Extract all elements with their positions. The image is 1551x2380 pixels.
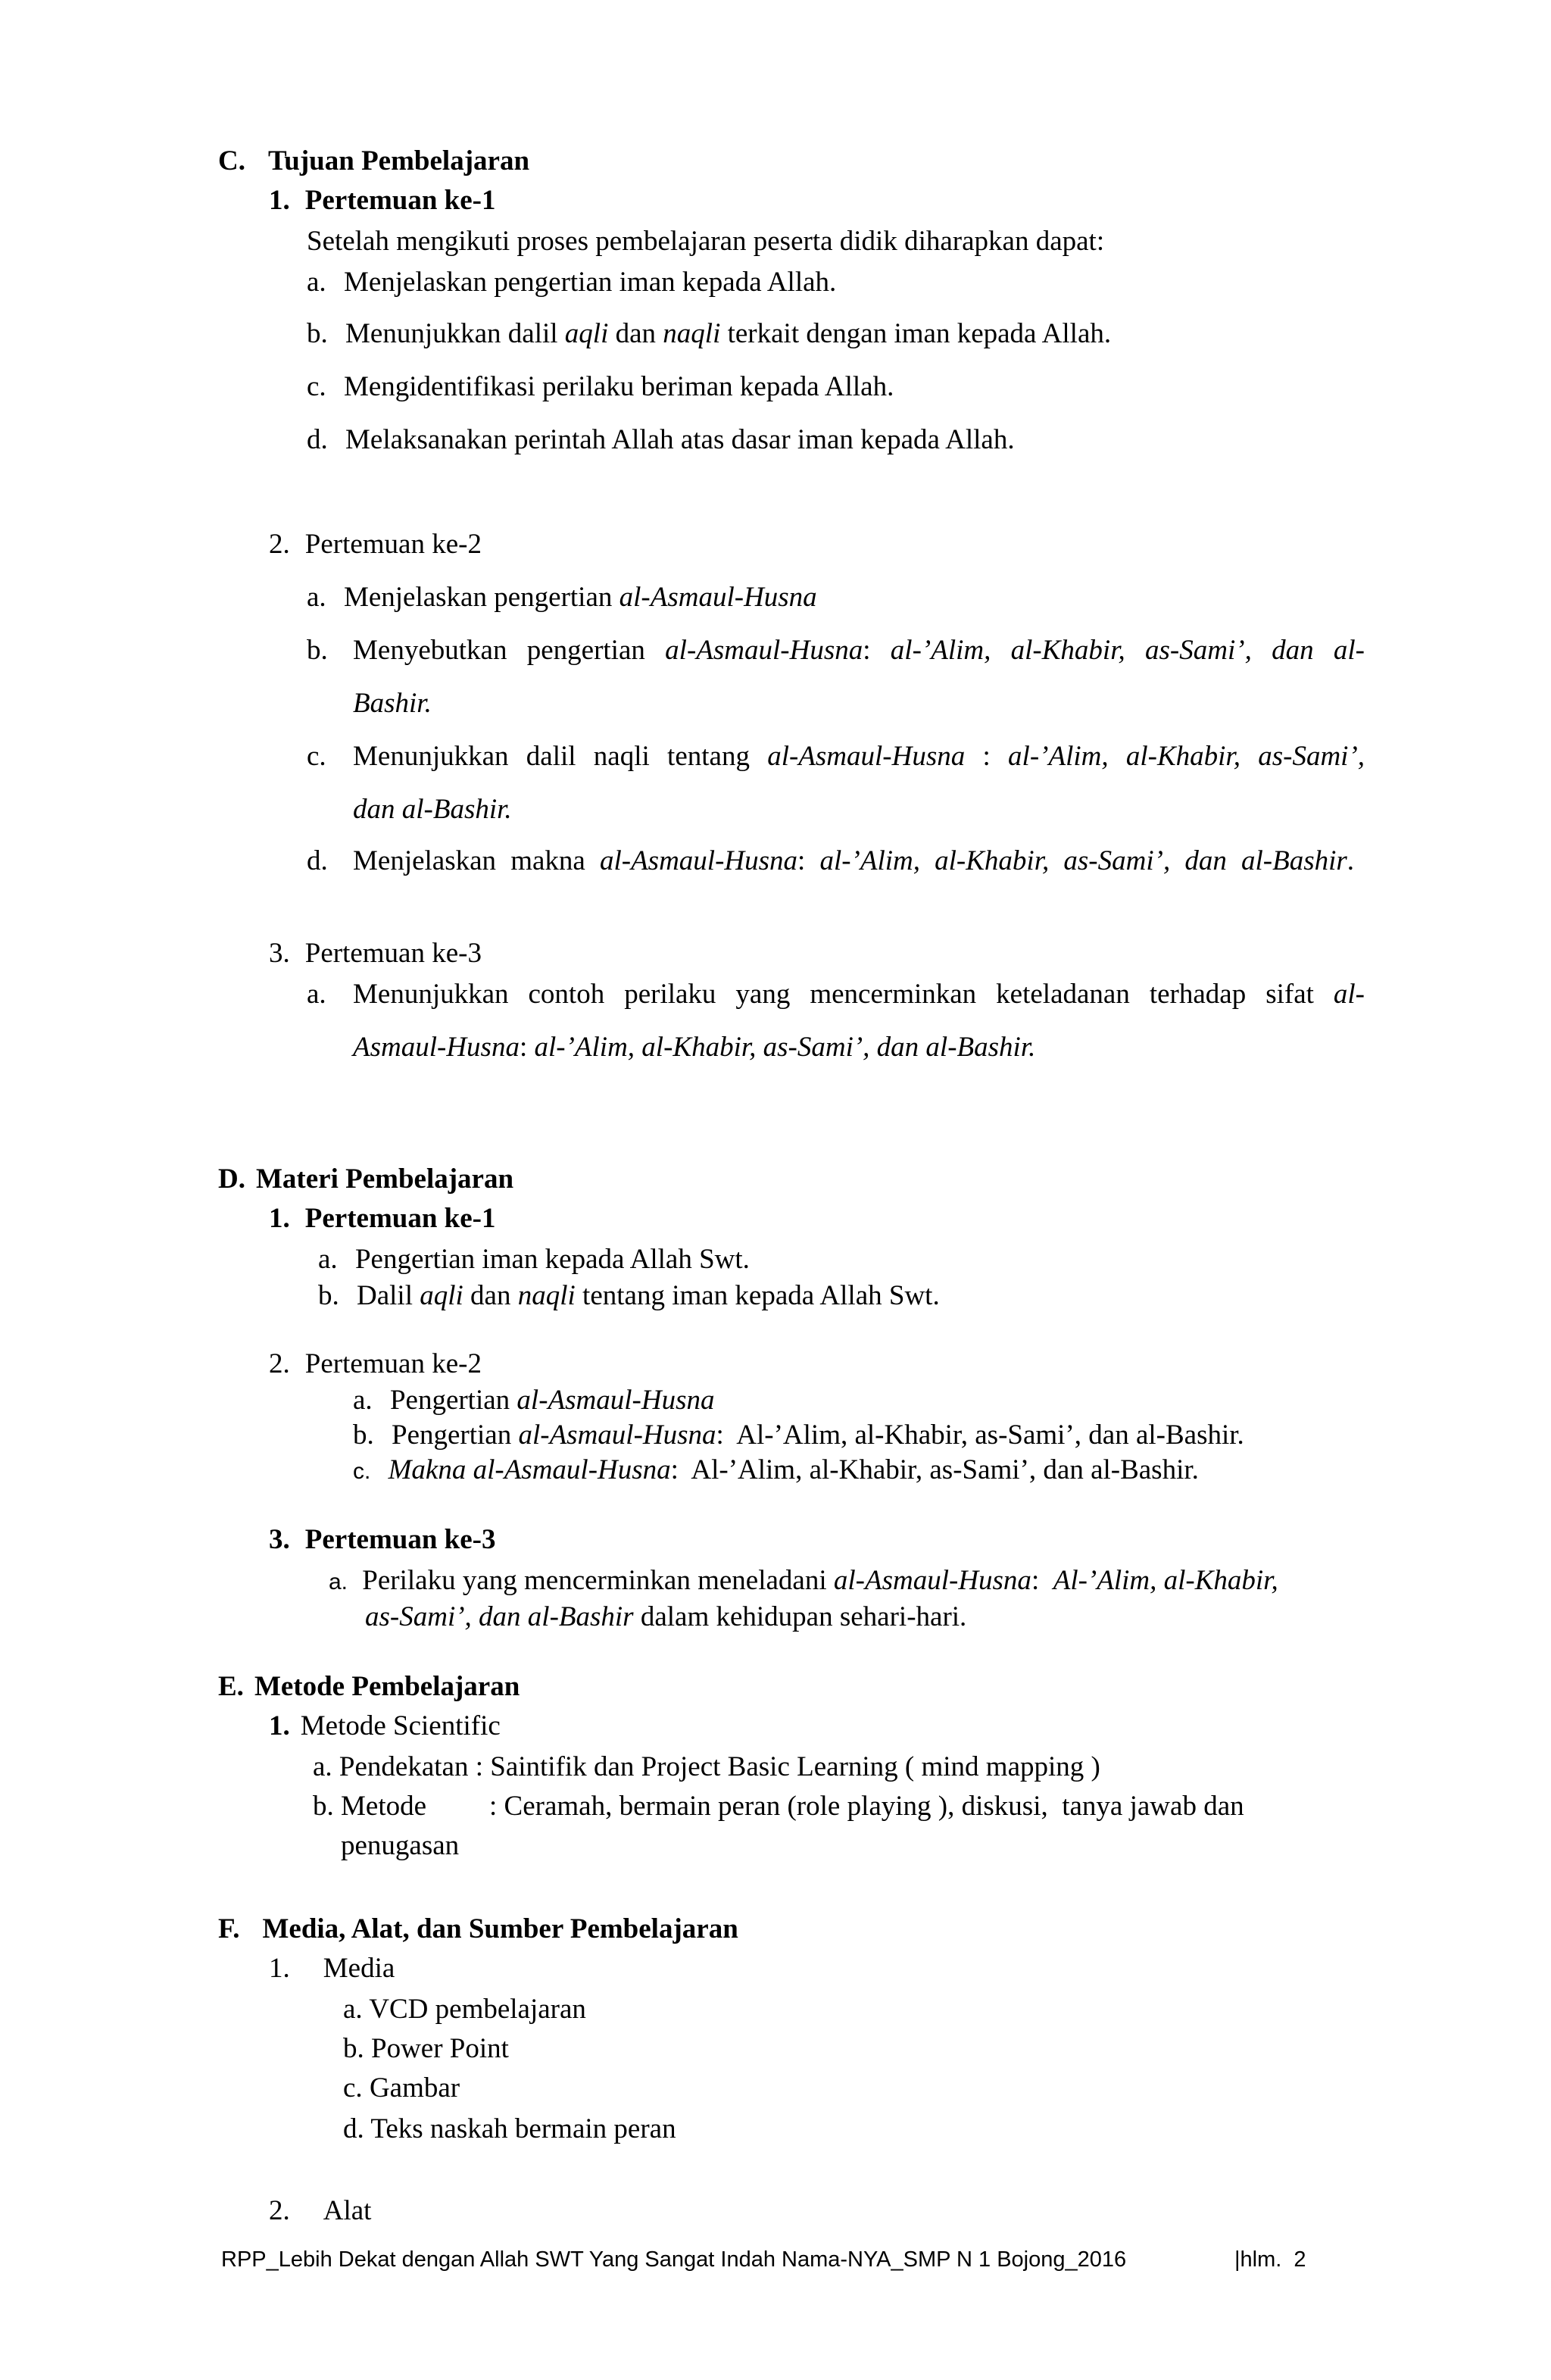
section-d-title: Materi Pembelajaran <box>255 1163 514 1195</box>
e-m1-num: 1. <box>269 1710 290 1741</box>
d-m2-b-letter: b. <box>353 1420 374 1451</box>
f-meeting-1-heading <box>269 1951 395 1986</box>
f-m1-b-text: Power Point <box>371 2033 509 2064</box>
section-f-heading <box>218 1912 738 1947</box>
c-m1-b-text: Menunjukkan dalil aqli dan naqli terkait dengan iman kepada Allah. <box>345 318 1112 349</box>
section-e-letter: E. <box>218 1671 244 1702</box>
c-m2-a-text: Menjelaskan pengertian al-Asmaul-Husna <box>343 582 817 613</box>
c-m1-c-letter: c. <box>307 371 326 402</box>
c-m2-num: 2. <box>269 529 290 560</box>
f-m1-b-letter: b. <box>343 2033 364 2064</box>
e-m1-item-b-value: : Ceramah, bermain peran (role playing ), diskusi, tanya jawab dan <box>489 1791 1244 1822</box>
d-m1-num: 1. <box>269 1203 290 1234</box>
section-f-title: Media, Alat, dan Sumber Pembelajaran <box>262 1913 738 1944</box>
d-meeting-3-heading <box>269 1523 496 1557</box>
c-meeting-1-heading <box>269 183 496 218</box>
d-m1-a-letter: a. <box>318 1244 338 1275</box>
c-m2-c-text: Menunjukkan dalil naqli tentang al-Asmaul-Husna : al-’Alim, al-Khabir, as-Sami’, <box>353 741 1365 772</box>
d-meeting-2-heading <box>269 1347 482 1382</box>
c-m2-item-b <box>307 633 328 668</box>
d-m2-item-b <box>353 1418 1244 1453</box>
d-m2-a-text: Pengertian al-Asmaul-Husna <box>389 1385 715 1416</box>
d-m1-b-text: Dalil aqli dan naqli tentang iman kepada Allah Swt. <box>357 1280 940 1311</box>
f-m1-c-text: Gambar <box>369 2072 460 2104</box>
c-m2-item-d <box>307 844 328 879</box>
c-m2-item-a <box>307 580 817 615</box>
f-m1-a-text: VCD pembelajaran <box>369 1994 586 2025</box>
section-c-letter: C. <box>218 145 245 176</box>
c-m2-d-letter: d. <box>307 845 328 876</box>
page-number: |hlm. 2 <box>1234 2247 1306 2272</box>
d-m2-item-a <box>353 1383 714 1418</box>
c-m1-title: Pertemuan ke-1 <box>304 185 496 216</box>
c-meeting-3-heading <box>269 936 482 971</box>
c-m1-item-a <box>307 265 836 300</box>
d-m3-a-text: Perilaku yang mencerminkan meneladani al-Asmaul-Husna: Al-’Alim, al-Khabir, <box>362 1565 1278 1596</box>
section-d-heading <box>218 1162 513 1197</box>
e-meeting-1-heading <box>269 1709 501 1744</box>
c-m3-title: Pertemuan ke-3 <box>304 938 482 969</box>
d-m3-a-letter: a. <box>329 1569 348 1594</box>
c-m1-c-text: Mengidentifikasi perilaku beriman kepada Allah. <box>343 371 894 402</box>
f-meeting-2-heading <box>269 2194 371 2229</box>
e-m1-item-a: a. Pendekatan : Saintifik dan Project Basic Learning ( mind mapping ) <box>313 1751 1100 1782</box>
e-m1-title: Metode Scientific <box>300 1710 501 1741</box>
d-m2-b-text: Pengertian al-Asmaul-Husna: Al-’Alim, al-Khabir, as-Sami’, dan al-Bashir. <box>392 1420 1244 1451</box>
section-e-title: Metode Pembelajaran <box>254 1671 520 1702</box>
d-meeting-1-heading <box>269 1201 496 1236</box>
d-m2-title: Pertemuan ke-2 <box>304 1348 482 1379</box>
d-m2-num: 2. <box>269 1348 290 1379</box>
c-m1-item-b <box>307 317 1111 351</box>
c-m1-num: 1. <box>269 185 290 216</box>
d-m3-item-a <box>329 1563 1278 1600</box>
f-m1-d-letter: d. <box>343 2113 364 2144</box>
d-m1-title: Pertemuan ke-1 <box>304 1203 496 1234</box>
d-m1-b-letter: b. <box>318 1280 339 1311</box>
section-e-heading <box>218 1669 520 1704</box>
f-m1-item-b <box>343 2032 509 2066</box>
c-m1-d-text: Melaksanakan perintah Allah atas dasar iman kepada Allah. <box>345 424 1015 455</box>
f-m1-item-d <box>343 2112 676 2147</box>
c-m2-c-cont: dan al-Bashir. <box>353 794 512 825</box>
c-m3-a-text: Menunjukkan contoh perilaku yang mencerminkan keteladanan terhadap sifat al- <box>353 979 1365 1010</box>
section-d-letter: D. <box>218 1163 245 1195</box>
e-m1-item-b-cont: penugasan <box>341 1830 460 1861</box>
c-m1-a-text: Menjelaskan pengertian iman kepada Allah. <box>343 267 837 298</box>
f-m1-c-letter: c. <box>343 2072 363 2104</box>
c-m1-item-d <box>307 423 1015 458</box>
f-m2-title: Alat <box>323 2195 372 2226</box>
section-c-title: Tujuan Pembelajaran <box>267 145 530 176</box>
f-m1-item-a <box>343 1992 586 2027</box>
f-m1-a-letter: a. <box>343 1994 363 2025</box>
f-m2-num: 2. <box>269 2195 290 2226</box>
c-m1-b-letter: b. <box>307 318 328 349</box>
c-m1-d-letter: d. <box>307 424 328 455</box>
c-m2-title: Pertemuan ke-2 <box>304 529 482 560</box>
c-m2-a-letter: a. <box>307 582 326 613</box>
c-m2-b-text: Menyebutkan pengertian al-Asmaul-Husna: al-’Alim, al-Khabir, as-Sami’, dan al- <box>353 635 1365 666</box>
c-m2-item-c <box>307 739 326 774</box>
d-m2-c-text: Makna al-Asmaul-Husna: Al-’Alim, al-Khabir, as-Sami’, dan al-Bashir. <box>388 1454 1199 1485</box>
d-m3-num: 3. <box>269 1524 290 1555</box>
f-m1-num: 1. <box>269 1953 290 1984</box>
c-meeting-2-heading <box>269 527 482 562</box>
d-m2-a-letter: a. <box>353 1385 373 1416</box>
e-m1-item-b-label: b. Metode <box>313 1791 427 1822</box>
d-m1-a-text: Pengertian iman kepada Allah Swt. <box>354 1244 750 1275</box>
c-m2-b-cont: Bashir. <box>353 688 432 719</box>
c-m3-a-letter: a. <box>307 979 326 1010</box>
page-footer <box>221 2241 1319 2278</box>
f-m1-item-c <box>343 2071 460 2106</box>
c-m1-item-c <box>307 370 894 404</box>
section-f-letter: F. <box>218 1913 240 1944</box>
c-m3-num: 3. <box>269 938 290 969</box>
d-m3-a-cont: as-Sami’, dan al-Bashir dalam kehidupan sehari-hari. <box>365 1601 967 1632</box>
c-m2-d-text: Menjelaskan makna al-Asmaul-Husna: al-’Alim, al-Khabir, as-Sami’, dan al-Bashir. <box>353 845 1355 876</box>
section-c-heading <box>218 144 529 179</box>
f-m1-title: Media <box>323 1953 395 1984</box>
d-m2-c-letter: c. <box>353 1459 371 1484</box>
c-m3-a-cont: Asmaul-Husna: al-’Alim, al-Khabir, as-Sami’, dan al-Bashir. <box>353 1032 1036 1063</box>
footer-text: RPP_Lebih Dekat dengan Allah SWT Yang Sangat Indah Nama-NYA_SMP N 1 Bojong_2016 <box>221 2247 1127 2272</box>
d-m3-title: Pertemuan ke-3 <box>304 1524 496 1555</box>
c-m2-c-letter: c. <box>307 741 326 772</box>
d-m2-item-c <box>353 1453 1199 1489</box>
c-m1-intro: Setelah mengikuti proses pembelajaran peserta didik diharapkan dapat: <box>307 226 1105 257</box>
c-m2-b-letter: b. <box>307 635 328 666</box>
c-m1-a-letter: a. <box>307 267 326 298</box>
d-m1-item-b <box>318 1279 940 1313</box>
c-m3-item-a <box>307 977 326 1012</box>
f-m1-d-text: Teks naskah bermain peran <box>370 2113 676 2144</box>
d-m1-item-a <box>318 1242 750 1277</box>
